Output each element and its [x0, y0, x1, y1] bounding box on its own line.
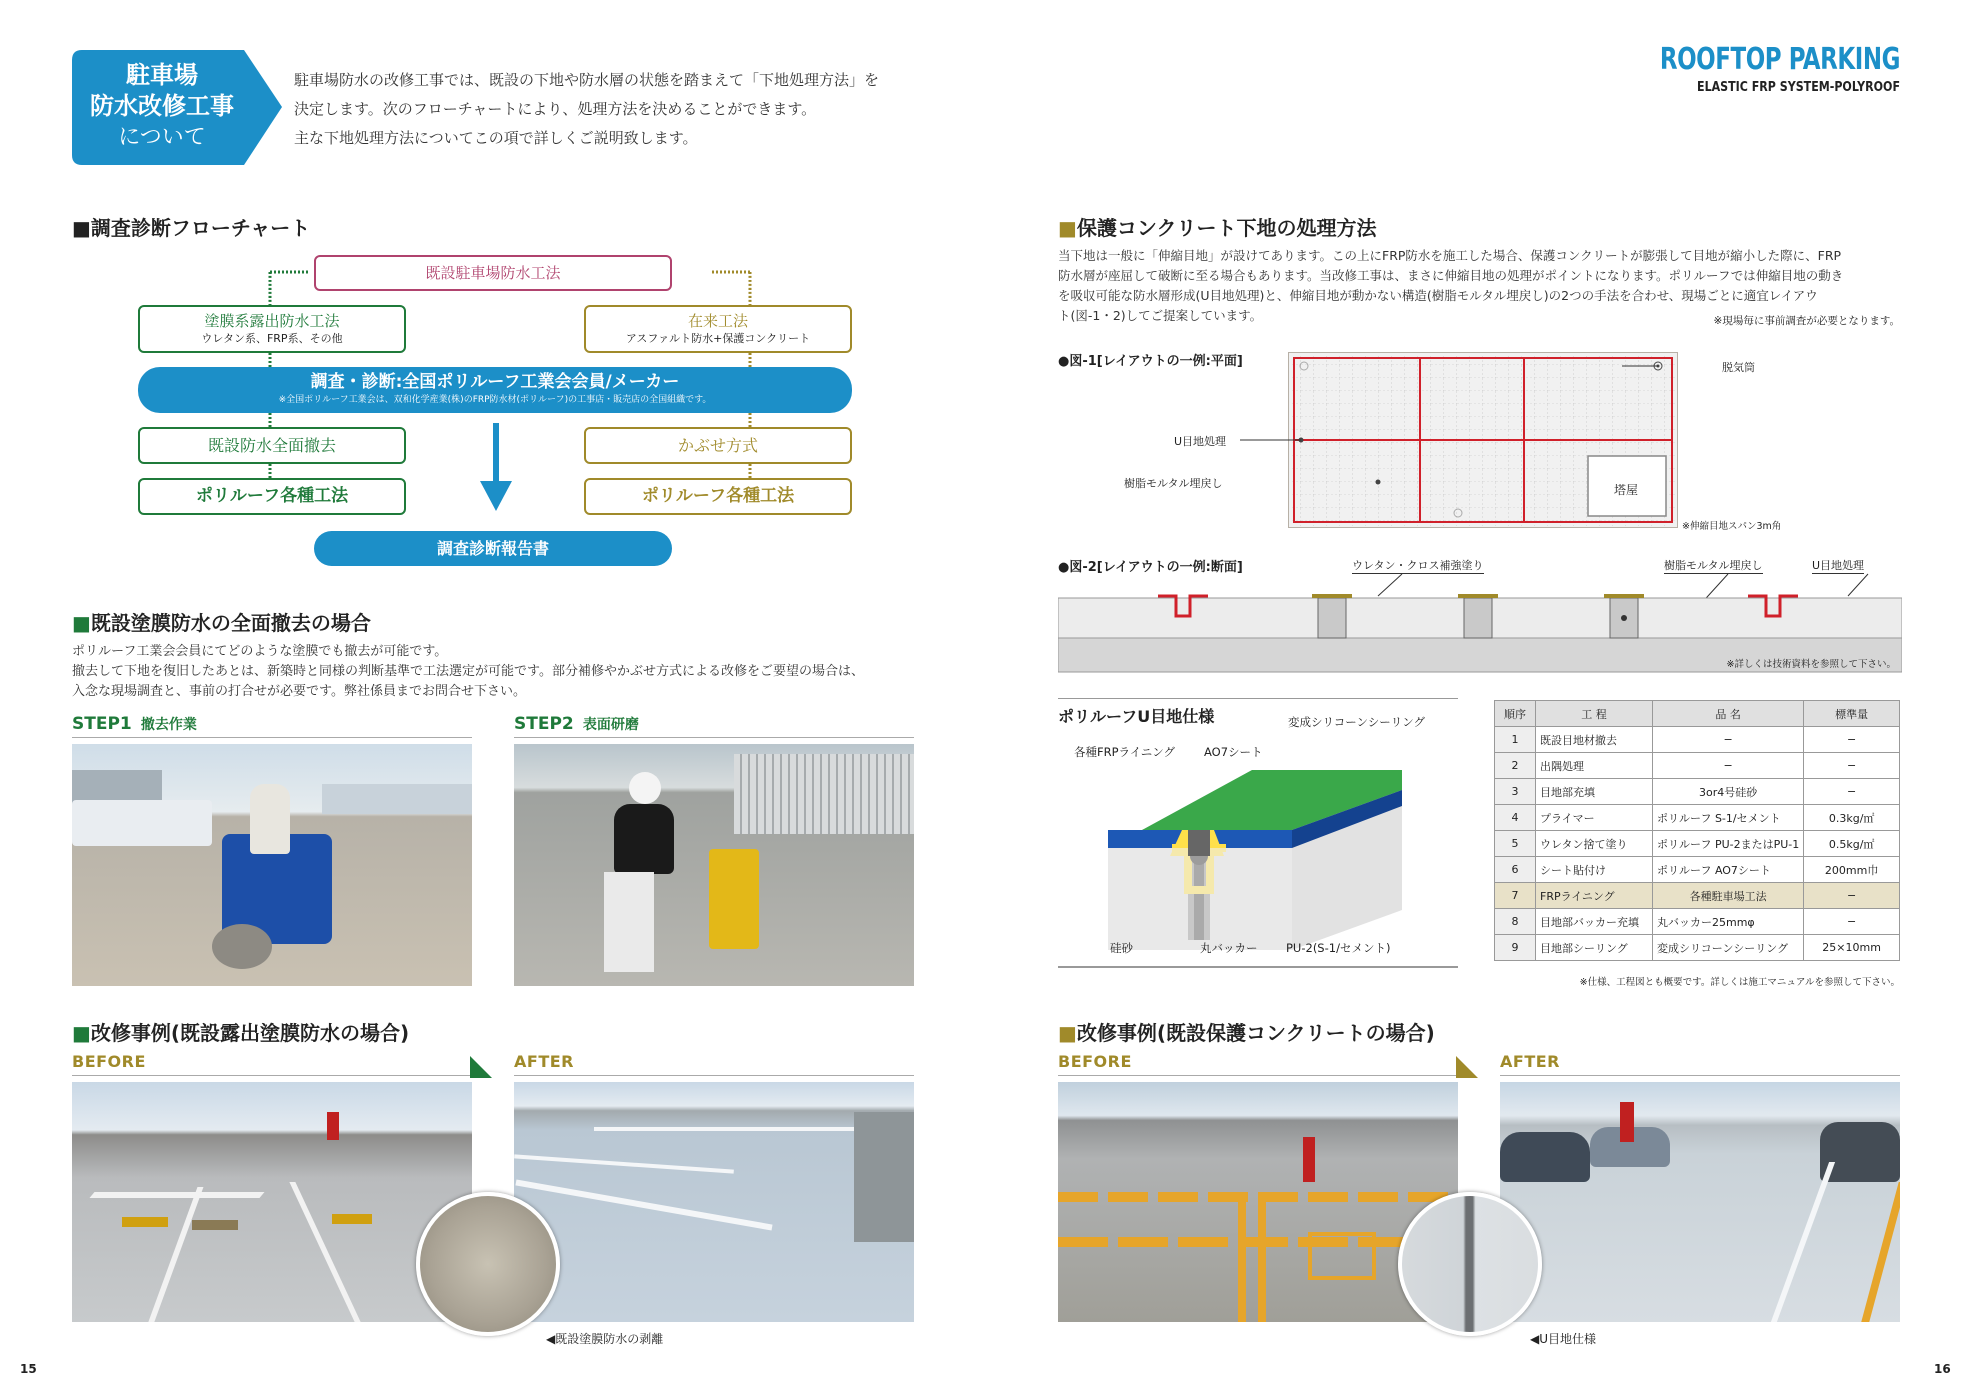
table-row: [1495, 753, 1900, 779]
spec-table-note: ※仕様、工程図とも概要です。詳しくは施工マニュアルを参照して下さい。: [1579, 977, 1900, 988]
table-cell: 9: [1495, 935, 1536, 961]
arrow-corner-icon: [1456, 1056, 1478, 1078]
fig1-span-label: ※伸縮目地スパン3m角: [1682, 521, 1782, 532]
flow-report: [314, 531, 672, 566]
ujoint-silicone-label: 変成シリコーンシーリング: [1288, 715, 1426, 729]
table-row: [1495, 909, 1900, 935]
case-left-caption: ◀既設塗膜防水の剥離: [546, 1332, 664, 1346]
table-cell: 0.3kg/㎡: [1804, 805, 1900, 831]
case-left-inset: [416, 1192, 560, 1336]
table-cell: −: [1804, 753, 1900, 779]
table-cell: 丸バッカー25mmφ: [1653, 909, 1804, 935]
header-badge: [72, 50, 282, 165]
concrete-line-3: を吸収可能な防水層形成(U目地処理)と、伸縮目地が動かない構造(樹脂モルタル埋戻し)の2つの手法を合わせ、現場ごとに適宜レイアウ: [1058, 288, 1818, 303]
table-cell: 5: [1495, 831, 1536, 857]
concrete-title: ■保護コンクリート下地の処理方法: [1058, 216, 1377, 240]
concrete-line-4: ト(図-1・2)してご提案しています。: [1058, 308, 1263, 323]
removal-title: [72, 607, 371, 636]
table-cell: ポリルーフ AO7シート: [1653, 857, 1804, 883]
fig2-note: ※詳しくは技術資料を参照して下さい。: [1726, 659, 1896, 670]
page-number-left: 15: [20, 1362, 37, 1376]
ujoint-pu2-label: PU-2(S-1/セメント): [1286, 941, 1391, 955]
ujoint-frp-label: 各種FRPライニング: [1074, 745, 1176, 759]
flow-diagnosis-note: ※全国ポリルーフ工業会は、双和化学産業(株)のFRP防水材(ポリルーフ)の工事店・販売店の全国組織です。: [278, 395, 712, 405]
removal-title-text: ■既設塗膜防水の全面撤去の場合: [72, 611, 371, 635]
step2-photo: [514, 744, 914, 986]
table-cell: 目地部バッカー充填: [1536, 909, 1653, 935]
case-left-after-photo: [514, 1082, 914, 1322]
flow-right2-box: [584, 427, 852, 464]
step1-header: [72, 714, 472, 738]
concrete-note: ※現場毎に事前調査が必要となります。: [1713, 315, 1900, 327]
intro-line-3: 主な下地処理方法についてこの項で詳しくご説明致します。: [294, 129, 698, 147]
table-cell: 7: [1495, 883, 1536, 909]
brand-title: ROOFTOP PARKING: [1659, 42, 1900, 77]
table-cell: −: [1804, 909, 1900, 935]
flow-report-label: 調査診断報告書: [436, 539, 549, 558]
spec-header-cell: 工 程: [1536, 701, 1653, 727]
case-right-before-photo: [1058, 1082, 1458, 1322]
removal-text: [72, 642, 864, 702]
step2-header: [514, 714, 914, 738]
table-cell: 4: [1495, 805, 1536, 831]
case-left-after: AFTER: [514, 1052, 574, 1071]
concrete-line-2: 防水層が座屈して破断に至る場合もあります。当改修工事は、まさに伸縮目地の処理がポイントになります。ポリルーフでは伸縮目地の動き: [1058, 268, 1844, 283]
table-row: [1495, 883, 1900, 909]
flow-diagnosis: [138, 367, 852, 413]
flow-right1-box: [584, 305, 852, 353]
table-cell: 変成シリコーンシーリング: [1653, 935, 1804, 961]
table-cell: −: [1804, 727, 1900, 753]
flow-left2-box: [138, 427, 406, 464]
case-left-after-rule: [514, 1075, 914, 1076]
table-cell: 各種駐車場工法: [1653, 883, 1804, 909]
intro-line-1: 駐車場防水の改修工事では、既設の下地や防水層の状態を踏まえて「下地処理方法」を: [294, 71, 880, 89]
step1-label: STEP1: [72, 714, 132, 734]
flow-right1-sub: アスファルト防水+保護コンクリート: [625, 332, 811, 345]
table-cell: 3: [1495, 779, 1536, 805]
fig1-ujoint-label: U目地処理: [1174, 435, 1227, 448]
fig1-vent-label: 脱気筒: [1722, 361, 1755, 374]
flow-top-label: 既設駐車場防水工法: [425, 264, 561, 282]
ujoint-a07-label: AO7シート: [1204, 745, 1263, 759]
table-cell: シート貼付け: [1536, 857, 1653, 883]
table-cell: ポリルーフ PU-2またはPU-1: [1653, 831, 1804, 857]
removal-line-1: ポリルーフ工業会会員にてどのような塗膜でも撤去が可能です。: [72, 644, 448, 659]
flow-left3-label: ポリルーフ各種工法: [195, 486, 349, 506]
spec-header-cell: 品 名: [1653, 701, 1804, 727]
flow-left2-label: 既設防水全面撤去: [207, 436, 336, 455]
case-right-after-rule: [1500, 1075, 1900, 1076]
table-row: [1495, 727, 1900, 753]
concrete-line-1: 当下地は一般に「伸縮目地」が設けてあります。この上にFRP防水を施工した場合、保護コンクリートが膨張して目地が縮小した際に、FRP: [1058, 248, 1842, 263]
table-cell: プライマー: [1536, 805, 1653, 831]
fig1-tower-label: 塔屋: [1614, 483, 1639, 497]
table-cell: −: [1804, 883, 1900, 909]
ujoint-title: ポリルーフU目地仕様: [1058, 707, 1215, 726]
case-left-before-photo: [72, 1082, 472, 1322]
removal-line-2: 撤去して下地を復旧したあとは、新築時と同様の判断基準で工法選定が可能です。部分補修やかぶせ方式による改修をご要望の場合は、: [72, 664, 864, 679]
fig2-mortar-label: 樹脂モルタル埋戻し: [1664, 559, 1763, 572]
case-left-title: ■改修事例(既設露出塗膜防水の場合): [72, 1021, 410, 1045]
table-cell: 2: [1495, 753, 1536, 779]
badge-line-3: について: [118, 125, 206, 150]
flow-left1-sub: ウレタン系、FRP系、その他: [201, 332, 343, 345]
case-right-before: BEFORE: [1058, 1052, 1132, 1071]
ujoint-sand-label: 硅砂: [1110, 941, 1133, 955]
spec-table-header: [1495, 701, 1900, 727]
table-cell: 既設目地材撤去: [1536, 727, 1653, 753]
fig1-title: ●図-1[レイアウトの一例:平面]: [1058, 354, 1243, 369]
flow-left1-title: 塗膜系露出防水工法: [204, 312, 340, 330]
case-left-before: BEFORE: [72, 1052, 146, 1071]
ujoint-diagram: [1102, 770, 1432, 950]
table-row: [1495, 935, 1900, 961]
table-cell: 0.5kg/㎡: [1804, 831, 1900, 857]
table-cell: 目地部充填: [1536, 779, 1653, 805]
case-right-caption: ◀U目地仕様: [1530, 1332, 1597, 1346]
case-right-after-photo: [1500, 1082, 1900, 1322]
flow-right3-label: ポリルーフ各種工法: [641, 486, 795, 506]
flow-diagnosis-title: 調査・診断:全国ポリルーフ工業会会員/メーカー: [310, 372, 680, 392]
step2-label: STEP2: [514, 714, 574, 734]
page-number-right: 16: [1934, 1362, 1951, 1376]
table-cell: ポリルーフ S-1/セメント: [1653, 805, 1804, 831]
table-cell: −: [1653, 753, 1804, 779]
table-cell: FRPライニング: [1536, 883, 1653, 909]
table-cell: 出隅処理: [1536, 753, 1653, 779]
table-cell: 200mm巾: [1804, 857, 1900, 883]
arrow-corner-icon: [470, 1056, 492, 1078]
case-right-after: AFTER: [1500, 1052, 1560, 1071]
fig1-mortar-label: 樹脂モルタル埋戻し: [1124, 477, 1223, 490]
table-cell: ウレタン捨て塗り: [1536, 831, 1653, 857]
step1-photo: [72, 744, 472, 986]
flow-right3-box: [584, 478, 852, 515]
table-cell: −: [1804, 779, 1900, 805]
fig2-urethane-label: ウレタン・クロス補強塗り: [1352, 559, 1484, 572]
spec-header-cell: 順序: [1495, 701, 1536, 727]
table-cell: 3or4号硅砂: [1653, 779, 1804, 805]
fig1-leaders: [1240, 360, 1680, 480]
flow-title: ■調査診断フローチャート: [72, 216, 311, 240]
brand-subtitle: ELASTIC FRP SYSTEM-POLYROOF: [1697, 80, 1900, 95]
ujoint-backer-label: 丸バッカー: [1200, 941, 1258, 955]
table-row: [1495, 831, 1900, 857]
table-row: [1495, 857, 1900, 883]
step1-text: 撤去作業: [140, 717, 197, 733]
badge-line-2: 防水改修工事: [90, 92, 234, 120]
table-row: [1495, 779, 1900, 805]
table-cell: 目地部シーリング: [1536, 935, 1653, 961]
case-right-before-rule: [1058, 1075, 1458, 1076]
case-right-title: ■改修事例(既設保護コンクリートの場合): [1058, 1021, 1435, 1045]
flow-left1-box: [138, 305, 406, 353]
spec-table: [1494, 700, 1900, 961]
ujoint-title-rule: [1058, 698, 1458, 699]
table-cell: −: [1653, 727, 1804, 753]
flow-right2-label: かぶせ方式: [677, 436, 758, 455]
flow-left3-box: [138, 478, 406, 515]
table-row: [1495, 805, 1900, 831]
step2-text: 表面研磨: [582, 717, 639, 733]
table-cell: 6: [1495, 857, 1536, 883]
case-left-before-rule: [72, 1075, 472, 1076]
flow-top-box: [314, 255, 672, 291]
ujoint-bottom-rule: [1058, 966, 1458, 968]
fig2-ujoint-label: U目地処理: [1812, 559, 1865, 572]
badge-line-1: 駐車場: [126, 61, 198, 89]
intro-text: [294, 66, 879, 153]
table-cell: 1: [1495, 727, 1536, 753]
removal-line-3: 入念な現場調査と、事前の打合せが必要です。弊社係員までお問合せ下さい。: [72, 684, 526, 699]
table-cell: 8: [1495, 909, 1536, 935]
table-cell: 25×10mm: [1804, 935, 1900, 961]
intro-line-2: 決定します。次のフローチャートにより、処理方法を決めることができます。: [294, 100, 817, 118]
flow-right1-title: 在来工法: [687, 312, 748, 330]
fig2-title: ●図-2[レイアウトの一例:断面]: [1058, 560, 1243, 575]
spec-header-cell: 標準量: [1804, 701, 1900, 727]
case-right-inset: [1398, 1192, 1542, 1336]
